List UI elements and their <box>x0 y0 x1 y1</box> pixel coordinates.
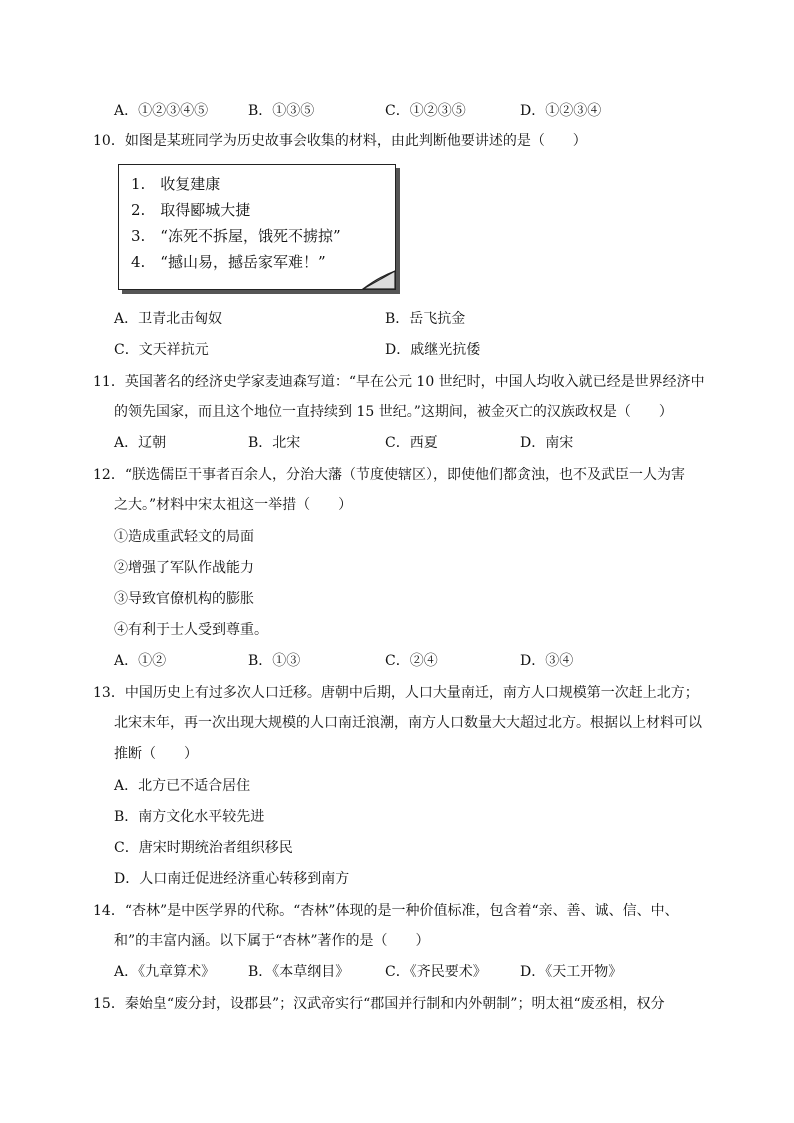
q11-option-a: A．辽朝 <box>114 435 167 451</box>
q9-option-b: B．①③⑤ <box>248 103 315 119</box>
q15-stem-line: 15．秦始皇“废分封，设郡县”；汉武帝实行“郡国并行制和内外朝制”；明太祖“废丞相，权分 <box>93 996 665 1012</box>
q12-option-b: B．①③ <box>248 653 301 669</box>
q12-item: ④有利于士人受到尊重。 <box>114 622 268 638</box>
note-item: 4. “撼山易，撼岳家军难！” <box>131 253 326 271</box>
q13-option-b: B．南方文化水平较先进 <box>114 809 265 825</box>
q13-stem-line: 北宋末年，再一次出现大规模的人口南迁浪潮，南方人口数量大大超过北方。根据以上材料可以 <box>114 715 702 731</box>
note-item: 3. “冻死不拆屋，饿死不掳掠” <box>131 227 341 245</box>
q9-option-d: D．①②③④ <box>520 103 602 119</box>
q14-option-c: C．《齐民要术》 <box>385 964 487 980</box>
q12-item: ②增强了军队作战能力 <box>114 560 254 576</box>
q11-option-c: C．西夏 <box>385 435 438 451</box>
q13-option-d: D．人口南迁促进经济重心转移到南方 <box>114 871 350 887</box>
q13-stem-line: 13．中国历史上有过多次人口迁移。唐朝中后期，人口大量南迁，南方人口规模第一次赶上北方； <box>93 685 699 701</box>
q14-option-b: B．《本草纲目》 <box>248 964 350 980</box>
q10-stem: 10．如图是某班同学为历史故事会收集的材料，由此判断他要讲述的是（ ） <box>93 133 587 149</box>
q12-option-a: A．①② <box>114 653 167 669</box>
note-card <box>118 164 396 290</box>
q13-stem-line: 推断（ ） <box>114 746 198 762</box>
q10-option-a: A．卫青北击匈奴 <box>114 311 223 327</box>
q14-option-d: D．《天工开物》 <box>520 964 623 980</box>
q14-stem-line: 14．“杏林”是中医学界的代称。“杏林”体现的是一种价值标准，包含着“亲、善、诚、信、中、 <box>93 903 679 919</box>
page-curl-icon <box>359 267 399 293</box>
q11-stem-line: 的领先国家，而且这个地位一直持续到 15 世纪。”这期间，被金灭亡的汉族政权是（ ） <box>114 404 673 420</box>
note-item: 1. 收复建康 <box>131 175 221 193</box>
q14-option-a: A．《九章算术》 <box>114 964 216 980</box>
q11-stem-line: 11．英国著名的经济史学家麦迪森写道：“早在公元 10 世纪时，中国人均收入就已经是世界经济中 <box>93 374 705 390</box>
q11-option-b: B．北宋 <box>248 435 301 451</box>
q13-option-c: C．唐宋时期统治者组织移民 <box>114 840 293 856</box>
q9-option-a: A．①②③④⑤ <box>114 103 209 119</box>
q14-stem-line: 和”的丰富内涵。以下属于“杏林”著作的是（ ） <box>114 933 430 949</box>
q11-option-d: D．南宋 <box>520 435 574 451</box>
q12-option-c: C．②④ <box>385 653 438 669</box>
note-item: 2. 取得郾城大捷 <box>131 201 251 219</box>
q13-option-a: A．北方已不适合居住 <box>114 778 251 794</box>
q9-option-c: C．①②③⑤ <box>385 103 466 119</box>
q10-option-c: C．文天祥抗元 <box>114 342 209 358</box>
q10-option-b: B．岳飞抗金 <box>385 311 466 327</box>
q12-stem-line: 12．“朕选儒臣干事者百余人，分治大藩（节度使辖区），即使他们都贪浊，也不及武臣一人为害 <box>93 467 685 483</box>
q12-stem-line: 之大。”材料中宋太祖这一举措（ ） <box>114 497 353 513</box>
q12-item: ③导致官僚机构的膨胀 <box>114 591 254 607</box>
q12-item: ①造成重武轻文的局面 <box>114 529 254 545</box>
q12-option-d: D．③④ <box>520 653 574 669</box>
q10-option-d: D．戚继光抗倭 <box>385 342 481 358</box>
